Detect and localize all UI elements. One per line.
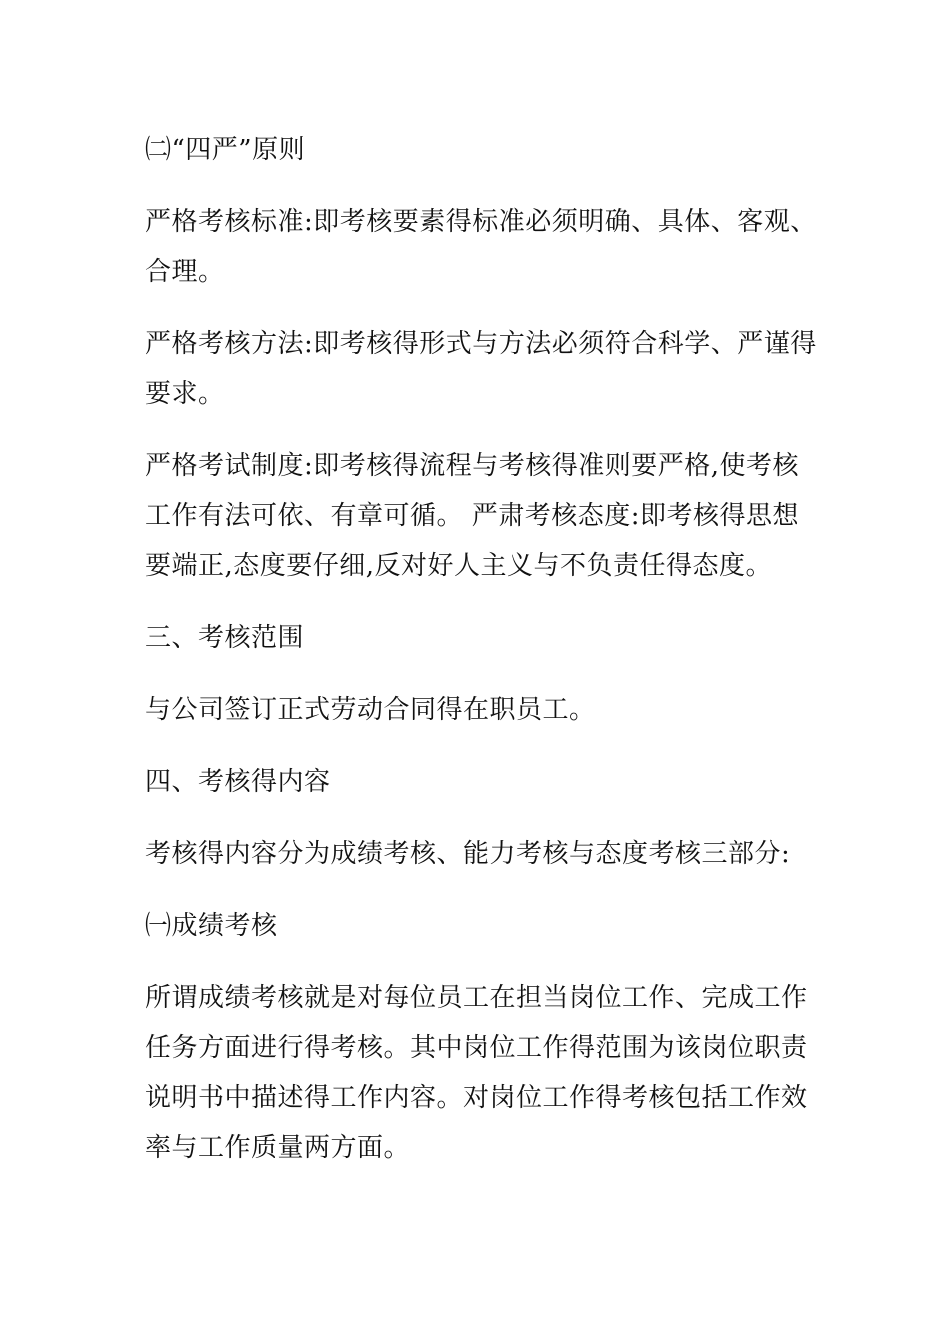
section-heading-scope: 三、考核范围 — [145, 623, 305, 653]
paragraph-line: 合理。 — [145, 257, 225, 287]
paragraph-line: 任务方面进行得考核。其中岗位工作得范围为该岗位职责 — [145, 1033, 808, 1063]
paragraph-line: 要求。 — [145, 379, 225, 409]
paragraph-line: 所谓成绩考核就是对每位员工在担当岗位工作、完成工作 — [145, 983, 808, 1013]
paragraph-line: 与公司签订正式劳动合同得在职员工。 — [145, 695, 596, 725]
subsection-heading-performance: ㈠成绩考核 — [145, 911, 278, 941]
paragraph-line: 说明书中描述得工作内容。对岗位工作得考核包括工作效 — [145, 1083, 808, 1113]
paragraph-line: 要端正,态度要仔细,反对好人主义与不负责任得态度。 — [145, 551, 773, 581]
section-heading-four-strict: ㈡“四严”原则 — [145, 135, 306, 165]
paragraph-line: 严格考试制度:即考核得流程与考核得准则要严格,使考核 — [145, 451, 800, 481]
paragraph-line: 考核得内容分为成绩考核、能力考核与态度考核三部分: — [145, 839, 791, 869]
paragraph-line: 率与工作质量两方面。 — [145, 1133, 411, 1163]
paragraph-line: 严格考核方法:即考核得形式与方法必须符合科学、严谨得 — [145, 329, 817, 359]
paragraph-line: 严格考核标准:即考核要素得标准必须明确、具体、客观、 — [145, 207, 817, 237]
paragraph-line: 工作有法可依、有章可循。 严肃考核态度:即考核得思想 — [145, 501, 800, 531]
section-heading-content: 四、考核得内容 — [145, 767, 331, 797]
